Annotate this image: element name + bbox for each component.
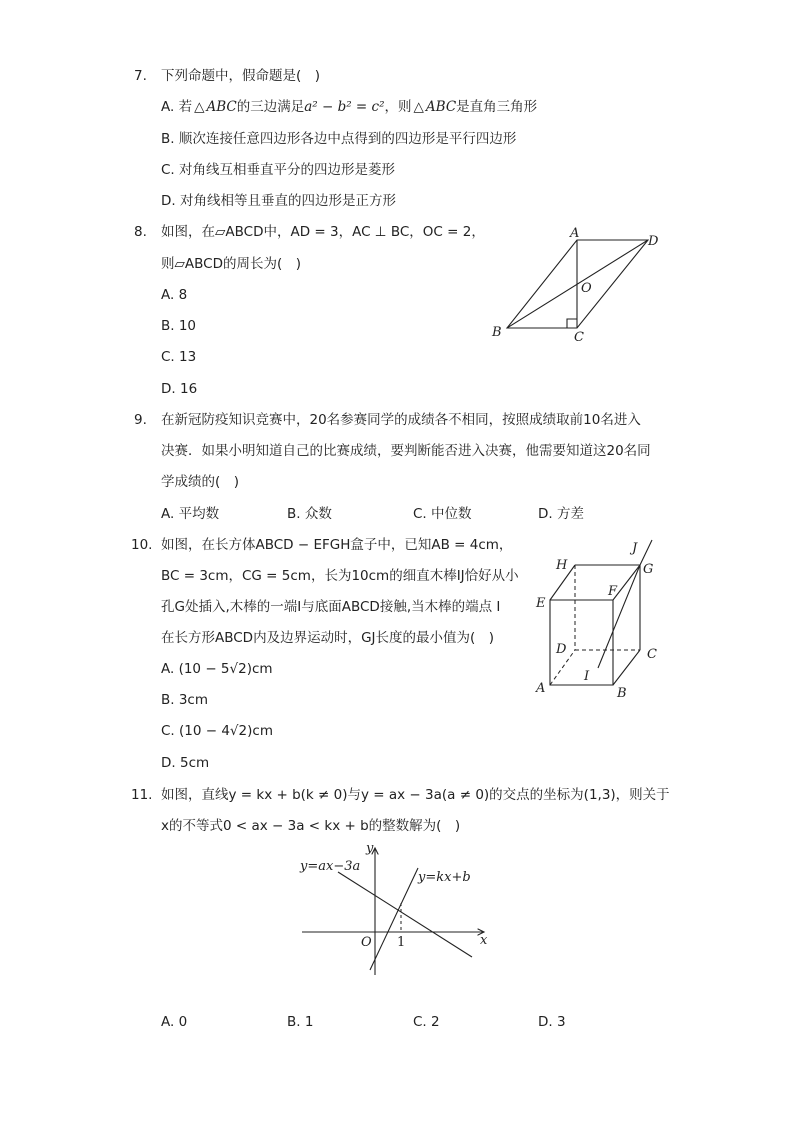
question-text-line-3: 孔G处插入,木棒的一端I与底面ABCD接触,当木棒的端点 I bbox=[161, 599, 501, 615]
question-stem: 下列命题中，假命题是( ) bbox=[161, 68, 321, 84]
diagonal-bd bbox=[507, 240, 648, 328]
option-d: D. 方差 bbox=[538, 506, 584, 522]
option-b: B. 顺次连接任意四边形各边中点得到的四边形是平行四边形 bbox=[161, 131, 517, 147]
question-text-line-2: BC = 3cm，CG = 5cm，长为10cm的细直木棒IJ恰好从小 bbox=[161, 568, 519, 584]
option-d: D. 3 bbox=[538, 1014, 566, 1030]
y-axis-label: y bbox=[366, 841, 374, 856]
question-text-line-2: x的不等式0 < ax − 3a < kx + b的整数解为( ) bbox=[161, 818, 461, 834]
option-a: A. (10 − 5√2)cm bbox=[161, 661, 273, 677]
option-d: D. 5cm bbox=[161, 755, 210, 771]
option-a: A. 8 bbox=[161, 287, 188, 303]
label-j: J bbox=[632, 541, 638, 556]
label-e: E bbox=[536, 596, 546, 611]
label-kx-plus-b: y=kx+b bbox=[418, 870, 471, 885]
option-c: C. 2 bbox=[413, 1014, 440, 1030]
label-f: F bbox=[608, 584, 618, 599]
question-number: 7. bbox=[134, 68, 147, 84]
line-ax-minus-3a bbox=[338, 872, 472, 957]
label-g: G bbox=[643, 562, 654, 577]
option-c: C. 中位数 bbox=[413, 506, 472, 522]
label-d: D bbox=[556, 642, 567, 657]
question-number: 11. bbox=[131, 787, 153, 803]
line-kx-plus-b bbox=[370, 868, 418, 970]
label-c: C bbox=[574, 330, 584, 345]
question-stem-line-1: 如图，在▱ABCD中，AD = 3，AC ⊥ BC，OC = 2， bbox=[161, 224, 485, 240]
option-d: D. 对角线相等且垂直的四边形是正方形 bbox=[161, 193, 396, 209]
option-c: C. 对角线互相垂直平分的四边形是菱形 bbox=[161, 162, 396, 178]
option-b: B. 3cm bbox=[161, 692, 209, 708]
tick-label: 1 bbox=[397, 935, 406, 950]
edge-bc bbox=[613, 650, 640, 685]
question-number: 10. bbox=[131, 537, 153, 553]
question-text-line-1: 如图，在长方体ABCD − EFGH盒子中，已知AB = 4cm， bbox=[161, 537, 513, 553]
option-b: B. 众数 bbox=[287, 506, 332, 522]
question-number: 9. bbox=[134, 412, 147, 428]
edge-fg bbox=[613, 565, 640, 600]
option-a: A. 平均数 bbox=[161, 506, 220, 522]
label-a: A bbox=[536, 681, 546, 696]
label-b: B bbox=[617, 686, 627, 701]
rod-gj bbox=[640, 540, 652, 565]
option-b: B. 1 bbox=[287, 1014, 314, 1030]
option-a: A. 若 △ ABC的三边满足a² − b² = c²，则 △ ABC是直角三角形 bbox=[161, 99, 538, 115]
question-text-line-1: 在新冠防疫知识竞赛中，20名参赛同学的成绩各不相同，按照成绩取前10名进入 bbox=[161, 412, 641, 428]
label-o: O bbox=[581, 281, 592, 296]
question-number: 8. bbox=[134, 224, 147, 240]
option-c: C. (10 − 4√2)cm bbox=[161, 723, 273, 739]
origin-label: O bbox=[361, 935, 372, 950]
label-h: H bbox=[556, 558, 568, 573]
option-a: A. 0 bbox=[161, 1014, 188, 1030]
option-d: D. 16 bbox=[161, 381, 198, 397]
front-face bbox=[550, 600, 613, 685]
x-axis-label: x bbox=[480, 933, 488, 948]
label-ax-minus-3a: y=ax−3a bbox=[300, 859, 361, 874]
option-c: C. 13 bbox=[161, 349, 197, 365]
label-b: B bbox=[492, 325, 502, 340]
question-text-line-4: 在长方形ABCD内及边界运动时，GJ长度的最小值为( ) bbox=[161, 630, 495, 646]
right-angle-mark bbox=[567, 319, 577, 328]
question-text-line-1: 如图，直线y = kx + b(k ≠ 0)与y = ax − 3a(a ≠ 0)的交点的坐标为(1,3)，则关于 bbox=[161, 787, 670, 803]
question-text-line-2: 决赛．如果小明知道自己的比赛成绩，要判断能否进入决赛，他需要知道这20名同 bbox=[161, 443, 651, 459]
edge-eh bbox=[550, 565, 575, 600]
rod-ig bbox=[598, 565, 640, 668]
question-text-line-3: 学成绩的( ) bbox=[161, 474, 240, 490]
label-c: C bbox=[647, 647, 657, 662]
label-d: D bbox=[648, 234, 659, 249]
option-b: B. 10 bbox=[161, 318, 197, 334]
hidden-edge-ad bbox=[550, 650, 575, 685]
parallelogram-abcd bbox=[507, 240, 648, 328]
label-a: A bbox=[570, 226, 580, 241]
label-i: I bbox=[584, 669, 590, 684]
question-stem-line-2: 则▱ABCD的周长为( ) bbox=[161, 256, 301, 272]
